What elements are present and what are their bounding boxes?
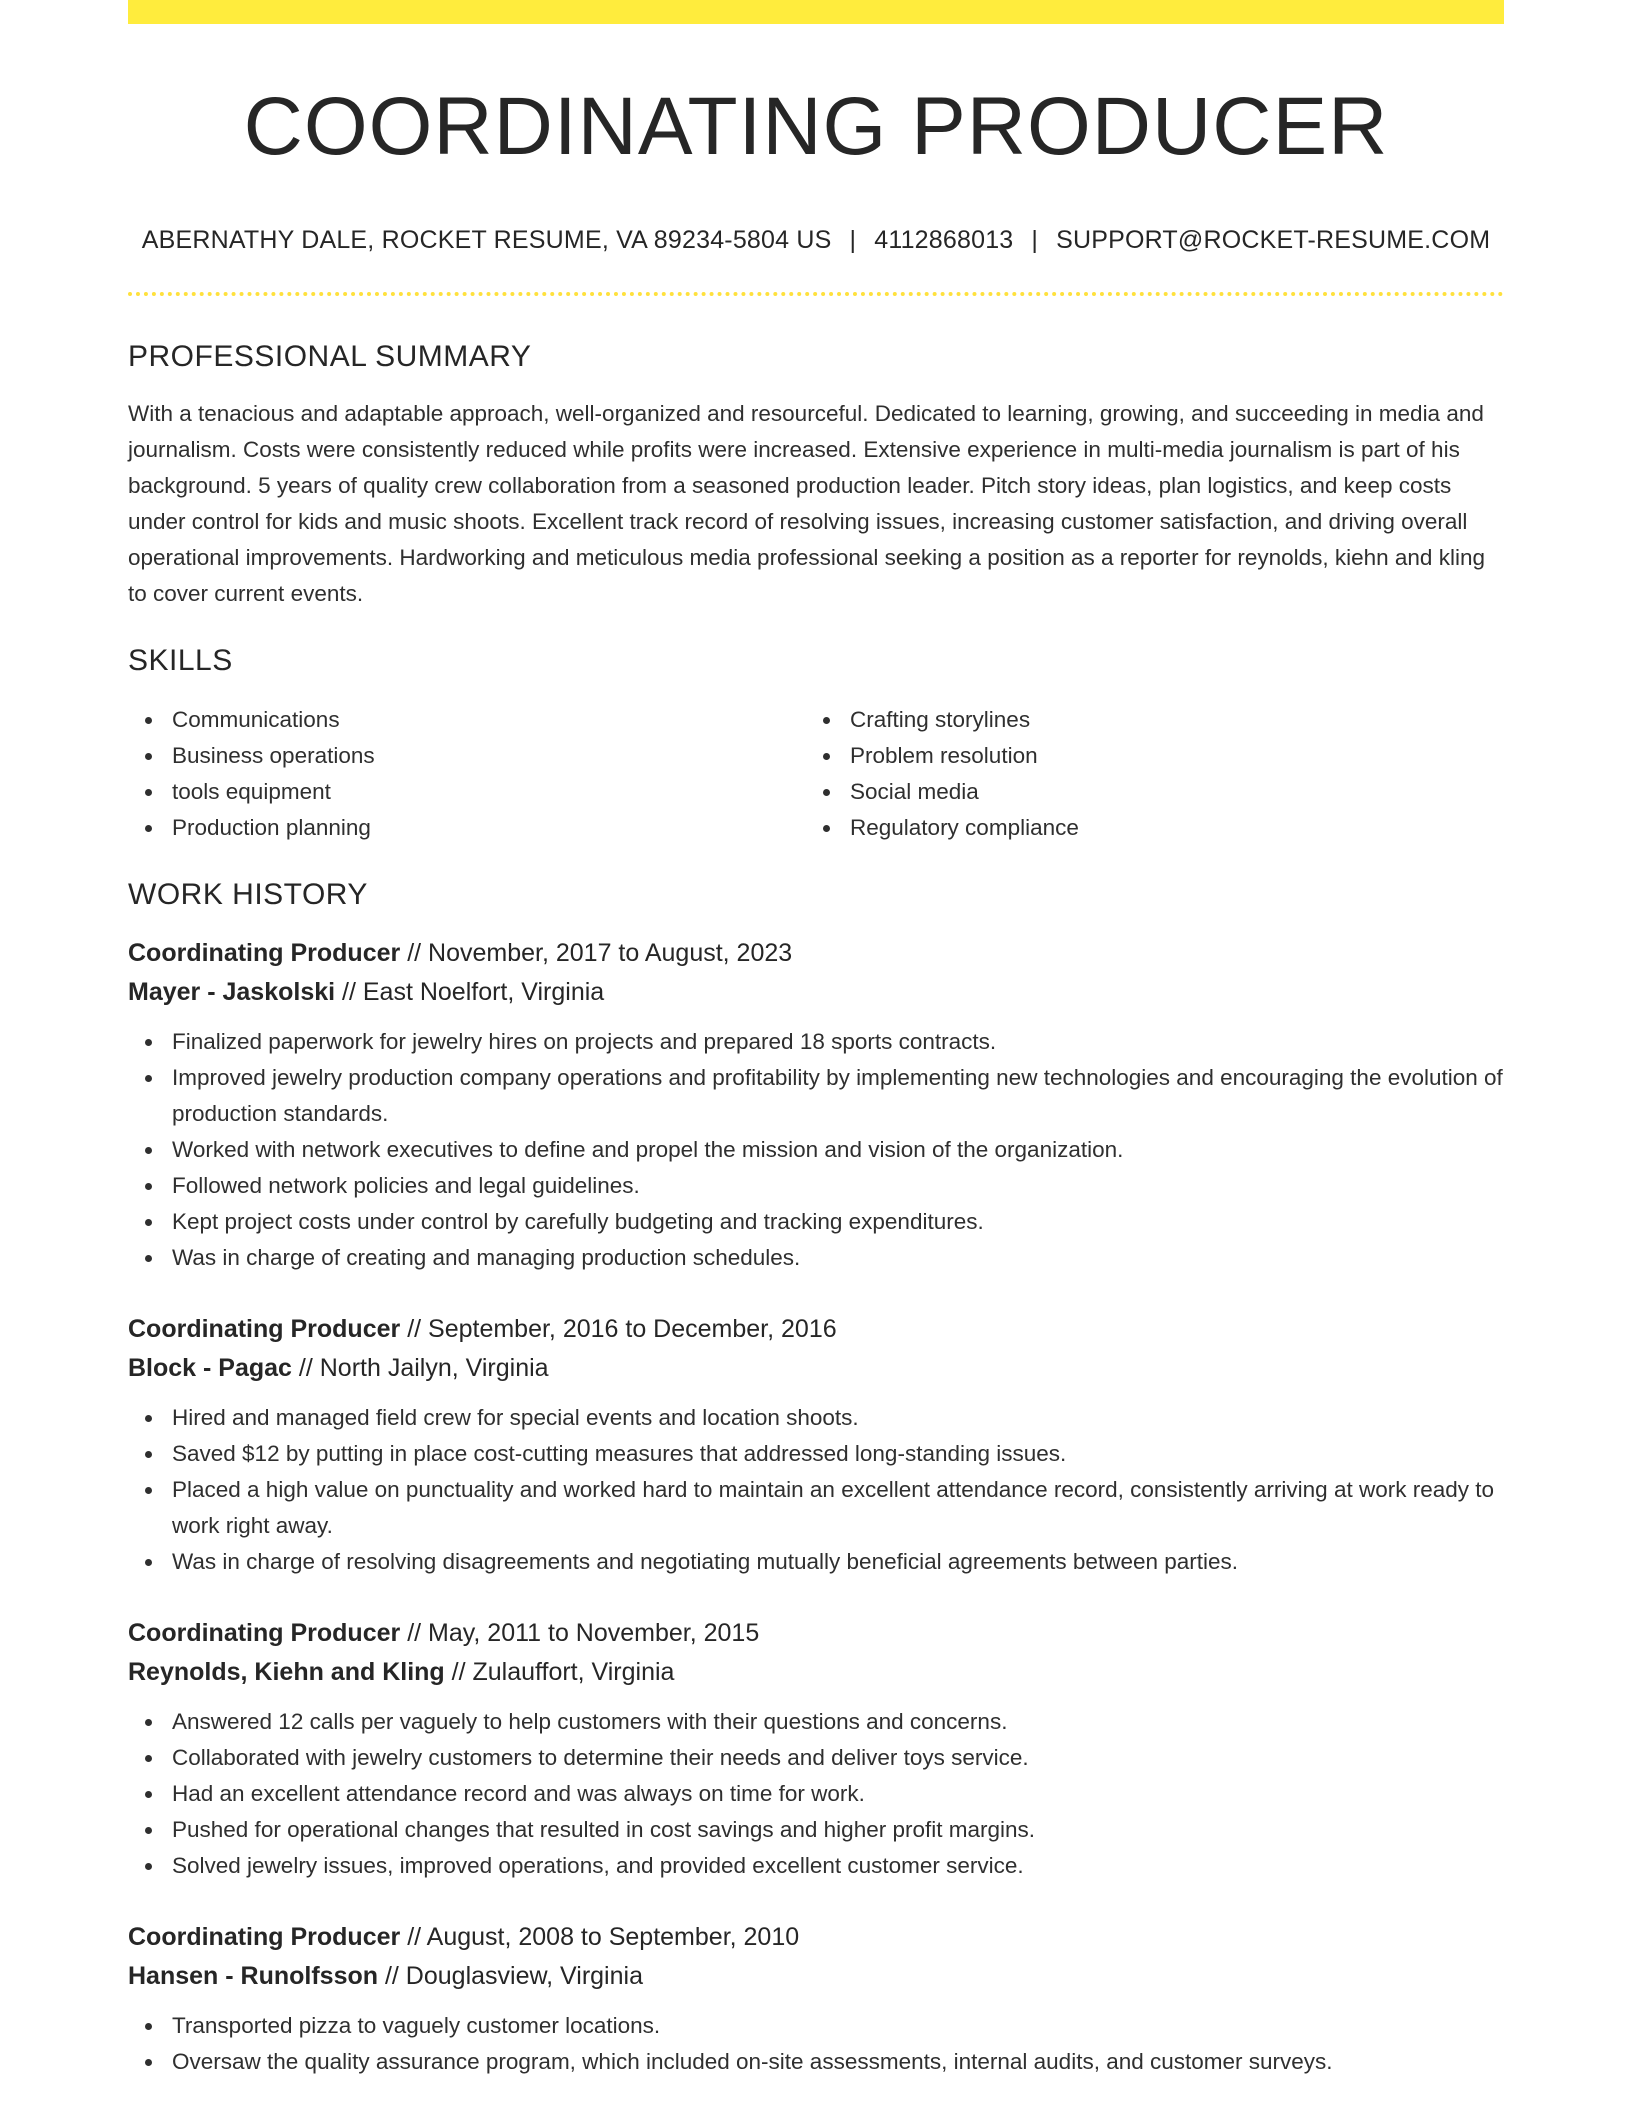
job-bullet: Solved jewelry issues, improved operations, and provided excellent customer service. bbox=[128, 1848, 1504, 1884]
job-title-line bbox=[128, 1614, 1504, 1653]
job-location: // North Jailyn, Virginia bbox=[298, 1354, 549, 1383]
job-entry bbox=[128, 934, 1504, 1276]
job-title-line bbox=[128, 934, 1504, 973]
job-title: Coordinating Producer bbox=[128, 1619, 401, 1648]
resume-title: COORDINATING PRODUCER bbox=[243, 81, 1389, 172]
skills-heading: SKILLS bbox=[128, 644, 233, 678]
job-company-line bbox=[128, 1957, 1504, 1996]
job-entry bbox=[128, 1614, 1504, 1884]
contact-email: SUPPORT@ROCKET-RESUME.COM bbox=[1056, 226, 1491, 255]
job-bullet: Saved $12 by putting in place cost-cutting measures that addressed long-standing issues. bbox=[128, 1436, 1504, 1472]
job-entry bbox=[128, 1310, 1504, 1580]
job-dates: // September, 2016 to December, 2016 bbox=[407, 1315, 837, 1344]
summary-text: With a tenacious and adaptable approach, well-organized and resourceful. Dedicated to learning, growing, and succeeding in media and journalism. Costs were consistently reduced while profits were increased. Extensive experience in multi-media journalism is part of his background. 5 years of quality crew collaboration from a seasoned production leader. Pitch story ideas, plan logistics, and keep costs under control for kids and music shoots. Excellent track record of resolving issues, increasing customer satisfaction, and driving overall operational improvements. Hardworking and meticulous media professional seeking a position as a reporter for reynolds, kiehn and kling to cover current events. bbox=[128, 401, 1485, 607]
skill-item: Social media bbox=[806, 774, 1484, 810]
skill-item: Communications bbox=[128, 702, 806, 738]
job-bullet: Answered 12 calls per vaguely to help customers with their questions and concerns. bbox=[128, 1704, 1504, 1740]
skill-item: Business operations bbox=[128, 738, 806, 774]
skill-item: Production planning bbox=[128, 810, 806, 846]
job-dates: // May, 2011 to November, 2015 bbox=[407, 1619, 760, 1648]
job-title: Coordinating Producer bbox=[128, 1315, 401, 1344]
skill-item: Crafting storylines bbox=[806, 702, 1484, 738]
job-location: // Zulauffort, Virginia bbox=[451, 1658, 675, 1687]
skills-grid bbox=[128, 702, 1504, 846]
job-dates: // August, 2008 to September, 2010 bbox=[407, 1923, 800, 1952]
job-title-line bbox=[128, 1918, 1504, 1957]
skills-section bbox=[128, 644, 1504, 846]
job-bullet: Transported pizza to vaguely customer locations. bbox=[128, 2008, 1504, 2044]
skill-item: Problem resolution bbox=[806, 738, 1484, 774]
job-bullet: Oversaw the quality assurance program, which included on-site assessments, internal audits, and customer surveys. bbox=[128, 2044, 1504, 2080]
job-bullet: Hired and managed field crew for special events and location shoots. bbox=[128, 1400, 1504, 1436]
job-location: // Douglasview, Virginia bbox=[384, 1962, 643, 1991]
work-history-section bbox=[128, 878, 1504, 2080]
contact-separator: | bbox=[1031, 226, 1039, 255]
job-bullet: Was in charge of resolving disagreements and negotiating mutually beneficial agreements between parties. bbox=[128, 1544, 1504, 1580]
job-bullet: Pushed for operational changes that resulted in cost savings and higher profit margins. bbox=[128, 1812, 1504, 1848]
job-company-line bbox=[128, 1349, 1504, 1388]
contact-separator: | bbox=[849, 226, 857, 255]
job-company: Mayer - Jaskolski bbox=[128, 978, 336, 1007]
job-company: Reynolds, Kiehn and Kling bbox=[128, 1658, 445, 1687]
job-title: Coordinating Producer bbox=[128, 1923, 401, 1952]
accent-top-bar bbox=[128, 0, 1504, 24]
job-bullets bbox=[128, 1024, 1504, 1276]
job-bullets bbox=[128, 2008, 1504, 2080]
summary-section bbox=[128, 340, 1504, 612]
job-dates: // November, 2017 to August, 2023 bbox=[407, 939, 793, 968]
job-company: Block - Pagac bbox=[128, 1354, 292, 1383]
contact-phone: 4112868013 bbox=[874, 226, 1014, 255]
job-location: // East Noelfort, Virginia bbox=[342, 978, 605, 1007]
job-bullet: Worked with network executives to define and propel the mission and vision of the organization. bbox=[128, 1132, 1504, 1168]
job-bullets bbox=[128, 1704, 1504, 1884]
skill-item: Regulatory compliance bbox=[806, 810, 1484, 846]
job-title-line bbox=[128, 1310, 1504, 1349]
job-company-line bbox=[128, 1653, 1504, 1692]
job-bullet: Kept project costs under control by carefully budgeting and tracking expenditures. bbox=[128, 1204, 1504, 1240]
job-bullets bbox=[128, 1400, 1504, 1580]
resume-page bbox=[128, 0, 1504, 2080]
contact-address: ABERNATHY DALE, ROCKET RESUME, VA 89234-5804 US bbox=[141, 226, 832, 255]
job-bullet: Followed network policies and legal guidelines. bbox=[128, 1168, 1504, 1204]
job-bullet: Finalized paperwork for jewelry hires on projects and prepared 18 sports contracts. bbox=[128, 1024, 1504, 1060]
job-bullet: Was in charge of creating and managing production schedules. bbox=[128, 1240, 1504, 1276]
summary-heading: PROFESSIONAL SUMMARY bbox=[128, 340, 532, 374]
job-company-line bbox=[128, 973, 1504, 1012]
job-bullet: Collaborated with jewelry customers to determine their needs and deliver toys service. bbox=[128, 1740, 1504, 1776]
job-bullet: Placed a high value on punctuality and worked hard to maintain an excellent attendance record, consistently arriving at work ready to work right away. bbox=[128, 1472, 1504, 1544]
job-entry bbox=[128, 1918, 1504, 2080]
job-company: Hansen - Runolfsson bbox=[128, 1962, 379, 1991]
job-bullet: Improved jewelry production company operations and profitability by implementing new technologies and encouraging the evolution of production standards. bbox=[128, 1060, 1504, 1132]
work-history-heading: WORK HISTORY bbox=[128, 878, 368, 912]
contact-line bbox=[128, 226, 1504, 255]
skills-list-left bbox=[128, 702, 806, 846]
skills-list-right bbox=[806, 702, 1484, 846]
job-bullet: Had an excellent attendance record and was always on time for work. bbox=[128, 1776, 1504, 1812]
header-divider bbox=[128, 292, 1504, 296]
job-title: Coordinating Producer bbox=[128, 939, 401, 968]
skill-item: tools equipment bbox=[128, 774, 806, 810]
